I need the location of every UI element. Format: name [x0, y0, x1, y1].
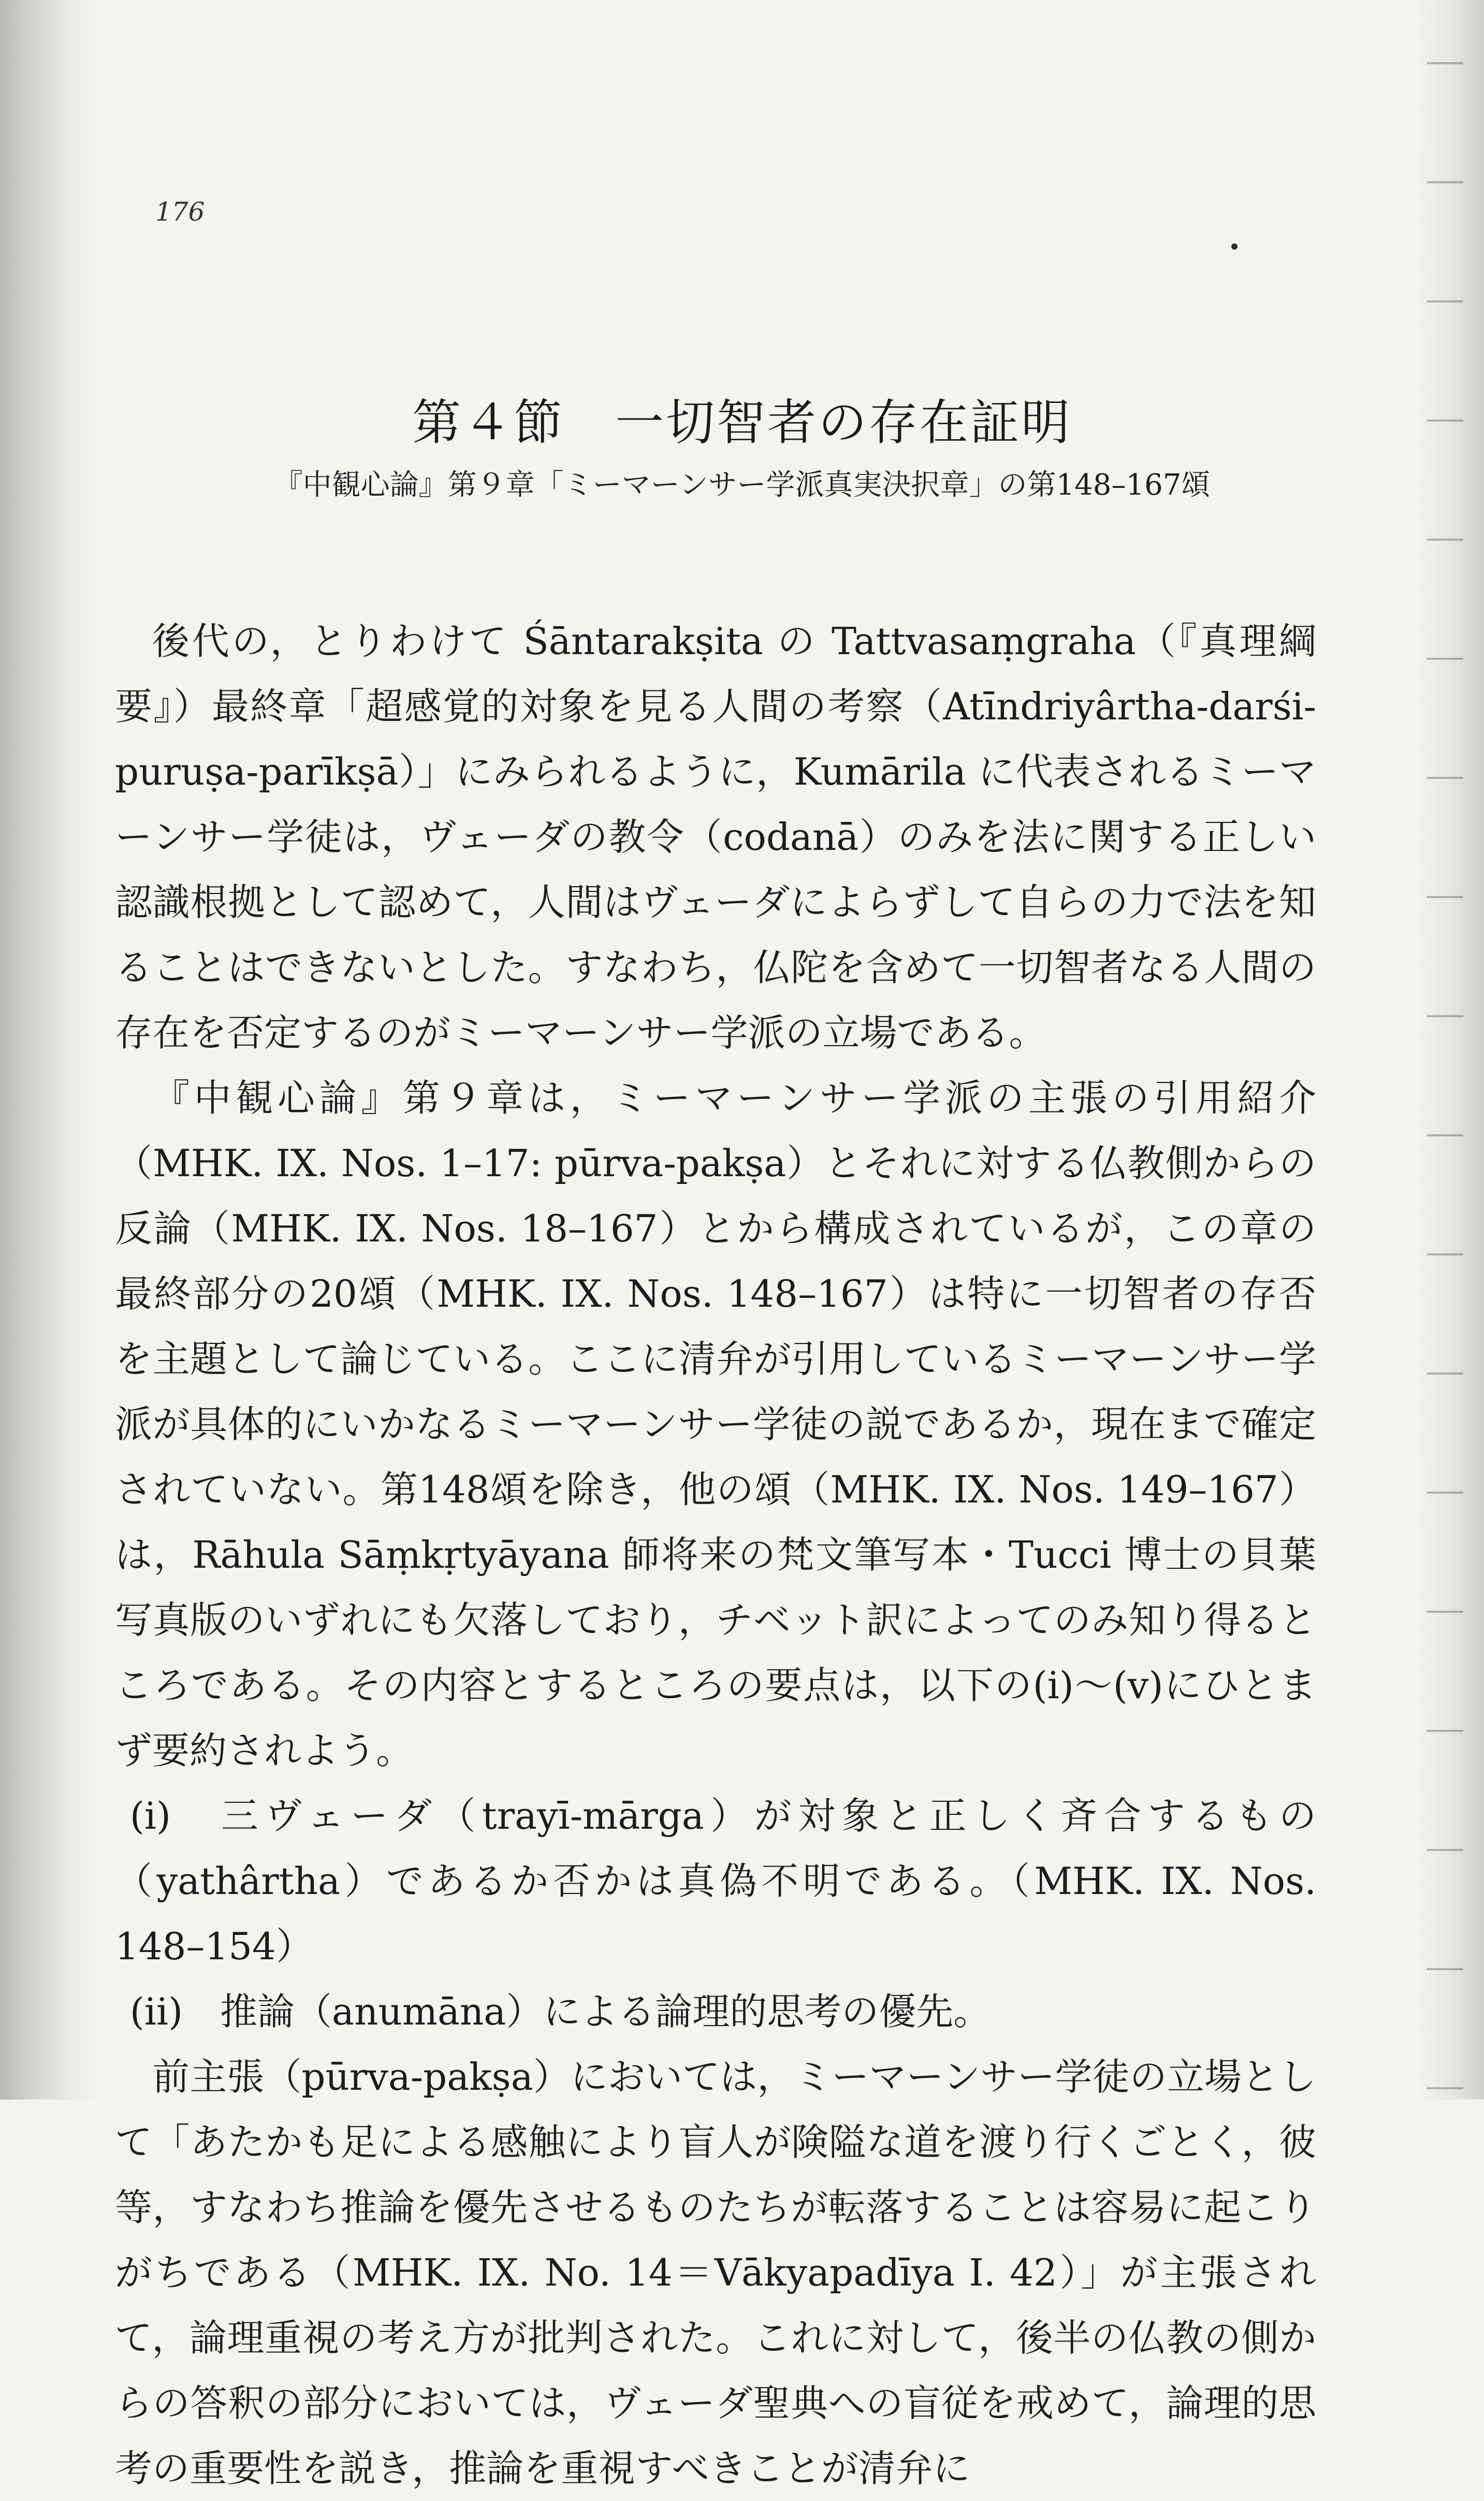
body-text — [115, 609, 1316, 2501]
paragraph: 『中観心論』第９章は，ミーマーンサー学派の主張の引用紹介（MHK. IX. Nos. 1–17: pūrva-pakṣa）とそれに対する仏教側からの反論（MHK. IX. Nos. 18–167）とから構成されているが，この章の最終部分の20頌（MHK. IX. Nos. 148–167）は特に一切智者の存否を主題として論じている。ここに清弁が引用しているミーマーンサー学派が具体的にいかなるミーマーンサー学徒の説であるか，現在まで確定されていない。第148頌を除き，他の頌（MHK. IX. Nos. 149–167）は，Rāhula Sāṃkṛtyāyana 師将来の梵文筆写本・Tucci 博士の貝葉写真版のいずれにも欠落しており，チベット訳によってのみ知り得るところである。その内容とするところの要点は，以下の(i)～(v)にひとまず要約されよう。 — [115, 1076, 1316, 1772]
scan-left-shadow — [0, 0, 98, 2100]
binding-edge-marks — [1427, 0, 1463, 2100]
section-title: 第４節 一切智者の存在証明 — [412, 395, 1072, 451]
paragraph: 前主張（pūrva-pakṣa）においては，ミーマーンサー学徒の立場として「あたかも足による感触により盲人が険隘な道を渡り行くごとく，彼等，すなわち推論を優先させるものたちが転落することは容易に起こりがちである（MHK. IX. No. 14＝Vākyapadīya I. 42）」が主張されて，論理重視の考え方が批判された。これに対して，後半の仏教の側からの答釈の部分においては，ヴェーダ聖典への盲従を戒めて，論理的思考の重要性を説き，推論を重視すべきことが清弁に — [115, 2055, 1316, 2490]
ink-speck — [1231, 243, 1238, 250]
section-subtitle: 『中観心論』第９章「ミーマーンサー学派真実決択章」の第148–167頌 — [273, 468, 1211, 502]
page-number: 176 — [155, 197, 205, 227]
paragraph: 後代の，とりわけて Śāntarakṣita の Tattvasaṃgraha（『真理綱要』）最終章「超感覚的対象を見る人間の考察（Atīndriyârtha-darśi-puruṣa-parīkṣā）」にみられるように，Kumārila に代表されるミーマーンサー学徒は，ヴェーダの教令（codanā）のみを法に関する正しい認識根拠として認めて，人間はヴェーダによらずして自らの力で法を知ることはできないとした。すなわち，仏陀を含めて一切智者なる人間の存在を否定するのがミーマーンサー学派の立場である。 — [115, 619, 1316, 1054]
list-item: (ii) 推論（anumāna）による論理的思考の優先。 — [129, 1990, 991, 2033]
list-item: (i) 三ヴェーダ（trayī-mārga）が対象と正しく斉合するもの（yathârtha）であるか否かは真偽不明である。（MHK. IX. Nos. 148–154） — [115, 1794, 1316, 1968]
